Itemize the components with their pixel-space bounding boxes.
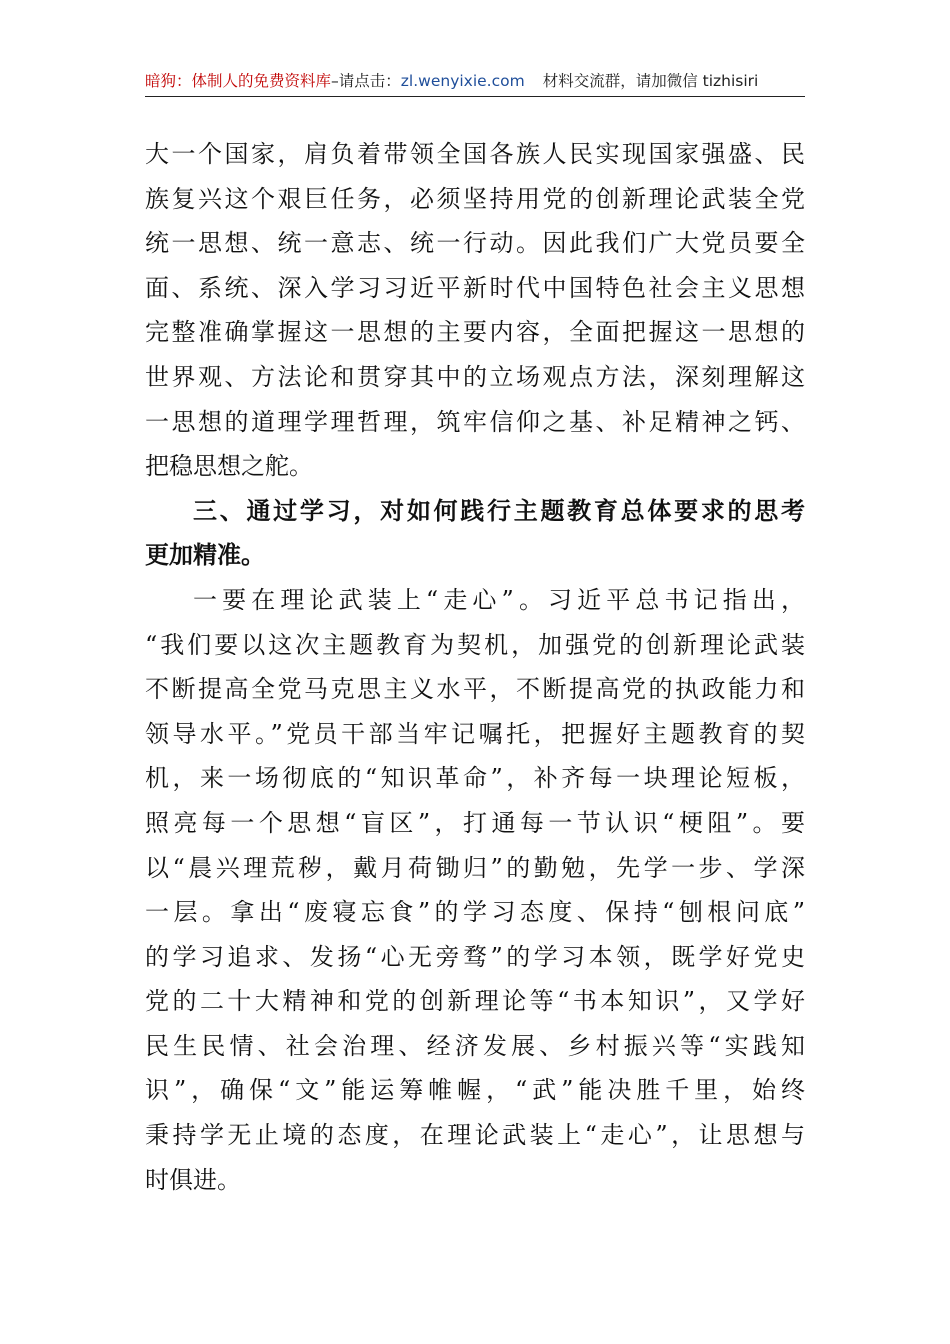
body-line: 领导水平。”党员干部当牢记嘱托，把握好主题教育的契 — [145, 719, 805, 748]
body-line: 民生民情、社会治理、经济发展、乡村振兴等“实践知 — [145, 1031, 805, 1060]
section-heading-continued: 更加精准。 — [145, 540, 265, 570]
body-line: 完整准确掌握这一思想的主要内容，全面把握这一思想的 — [145, 318, 805, 347]
body-line: 大一个国家，肩负着带领全国各族人民实现国家强盛、民 — [145, 140, 805, 168]
header-url-link[interactable]: zl.wenyixie.com — [400, 72, 525, 90]
paragraph-first-line: 一要在理论武装上“走心”。习近平总书记指出， — [193, 585, 805, 614]
header-brand: 暗狗：体制人的免费资料库 — [145, 72, 332, 90]
header-contact-text: 材料交流群，请加微信 tizhisiri — [542, 72, 759, 90]
body-line: “我们要以这次主题教育为契机，加强党的创新理论武装 — [145, 630, 805, 659]
document-body — [145, 132, 805, 1202]
body-line: 时俱进。 — [145, 1165, 241, 1194]
body-line: 机，来一场彻底的“知识革命”，补齐每一块理论短板， — [145, 764, 805, 793]
body-line: 照亮每一个思想“盲区”，打通每一节认识“梗阻”。要 — [145, 808, 805, 837]
body-line: 族复兴这个艰巨任务，必须坚持用党的创新理论武装全党 — [145, 184, 805, 213]
body-line: 的学习追求、发扬“心无旁骛”的学习本领，既学好党史 — [145, 942, 805, 971]
body-line: 一思想的道理学理哲理，筑牢信仰之基、补足精神之钙、 — [145, 407, 805, 436]
body-line: 识”，确保“文”能运筹帷幄，“武”能决胜千里，始终 — [145, 1076, 805, 1105]
body-line: 秉持学无止境的态度，在理论武装上“走心”，让思想与 — [145, 1121, 805, 1150]
body-line: 面、系统、深入学习习近平新时代中国特色社会主义思想 — [145, 273, 805, 302]
body-line: 世界观、方法论和贯穿其中的立场观点方法，深刻理解这 — [145, 362, 805, 391]
body-line: 统一思想、统一意志、统一行动。因此我们广大党员要全 — [145, 229, 805, 258]
body-line: 以“晨兴理荒秽，戴月荷锄归”的勤勉，先学一步、学深 — [145, 853, 805, 882]
body-line: 一层。拿出“废寝忘食”的学习态度、保持“刨根问底” — [145, 898, 805, 927]
section-heading: 三、通过学习，对如何践行主题教育总体要求的思考 — [193, 495, 805, 525]
body-line: 党的二十大精神和党的创新理论等“书本知识”，又学好 — [145, 987, 805, 1016]
body-line: 把稳思想之舵。 — [145, 452, 313, 481]
page-header — [145, 66, 805, 97]
body-line: 不断提高全党马克思主义水平，不断提高党的执政能力和 — [145, 675, 805, 704]
header-click-prefix: –请点击： — [331, 72, 401, 90]
